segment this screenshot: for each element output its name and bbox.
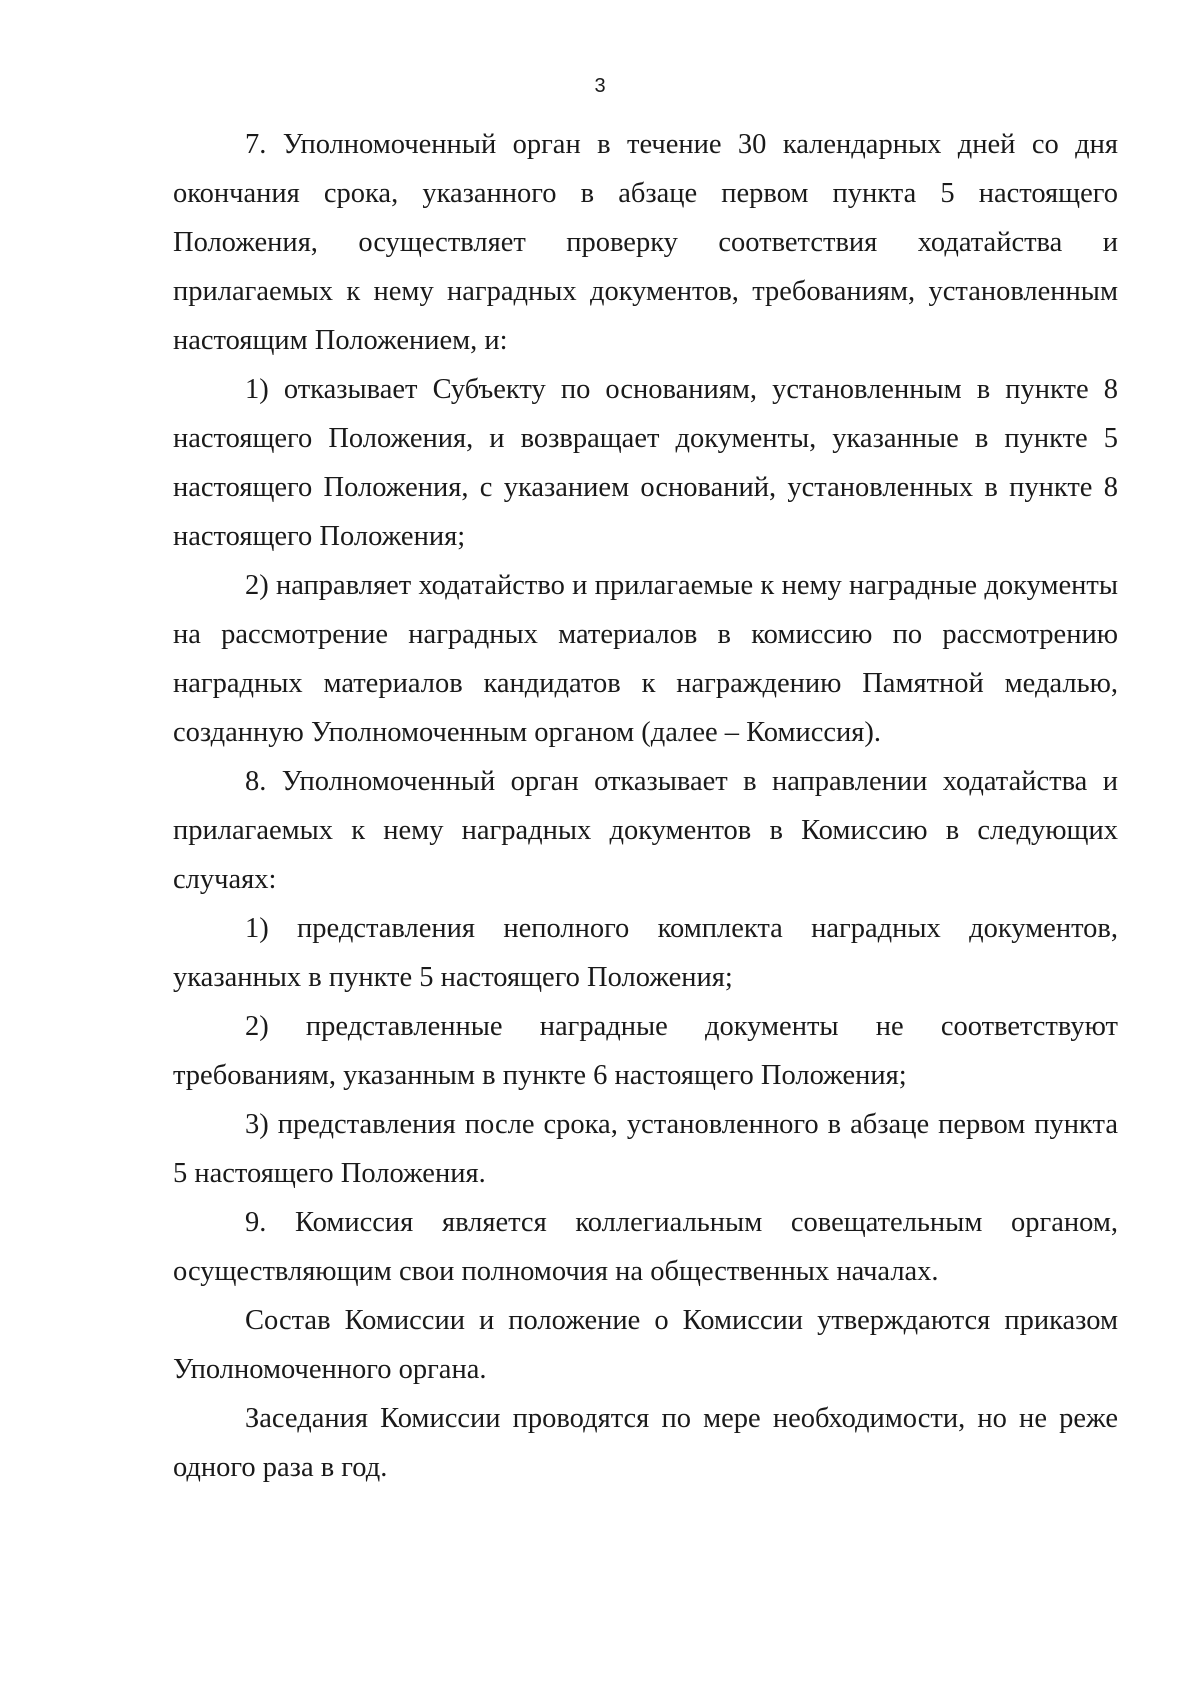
paragraph-8-2: 2) представленные наградные документы не соответствуют требованиям, указанным в пункте 6 настоящего Положения; xyxy=(173,1011,1118,1091)
paragraph-9: 9. Комиссия является коллегиальным совещательным органом, осуществляющим свои полномочия на общественных началах. xyxy=(173,1207,1118,1287)
paragraph-8-3: 3) представления после срока, установленного в абзаце первом пункта 5 настоящего Положения. xyxy=(173,1109,1118,1189)
paragraph-8-1: 1) представления неполного комплекта наградных документов, указанных в пункте 5 настоящего Положения; xyxy=(173,913,1118,993)
paragraph-8: 8. Уполномоченный орган отказывает в направлении ходатайства и прилагаемых к нему наградных документов в Комиссию в следующих случаях: xyxy=(173,766,1118,895)
paragraph-7: 7. Уполномоченный орган в течение 30 календарных дней со дня окончания срока, указанного в абзаце первом пункта 5 настоящего Положения, осуществляет проверку соответствия ходатайства и прилагаемых к нему наградных документов, требованиям, установленным настоящим Положением, и: xyxy=(173,129,1118,356)
paragraph-7-2: 2) направляет ходатайство и прилагаемые к нему наградные документы на рассмотрение наградных материалов в комиссию по рассмотрению наградных материалов кандидатов к награждению Памятной медалью, созданную Уполномоченным органом (далее – Комиссия). xyxy=(173,570,1118,748)
page-number: 3 xyxy=(594,75,606,97)
paragraph-7-1: 1) отказывает Субъекту по основаниям, установленным в пункте 8 настоящего Положения, и возвращает документы, указанные в пункте 5 настоящего Положения, с указанием оснований, установленных в пункте 8 настоящего Положения; xyxy=(173,374,1118,552)
paragraph-9-meetings: Заседания Комиссии проводятся по мере необходимости, но не реже одного раза в год. xyxy=(173,1403,1118,1483)
document-body xyxy=(173,120,1118,1492)
paragraph-9-composition: Состав Комиссии и положение о Комиссии утверждаются приказом Уполномоченного органа. xyxy=(173,1305,1118,1385)
